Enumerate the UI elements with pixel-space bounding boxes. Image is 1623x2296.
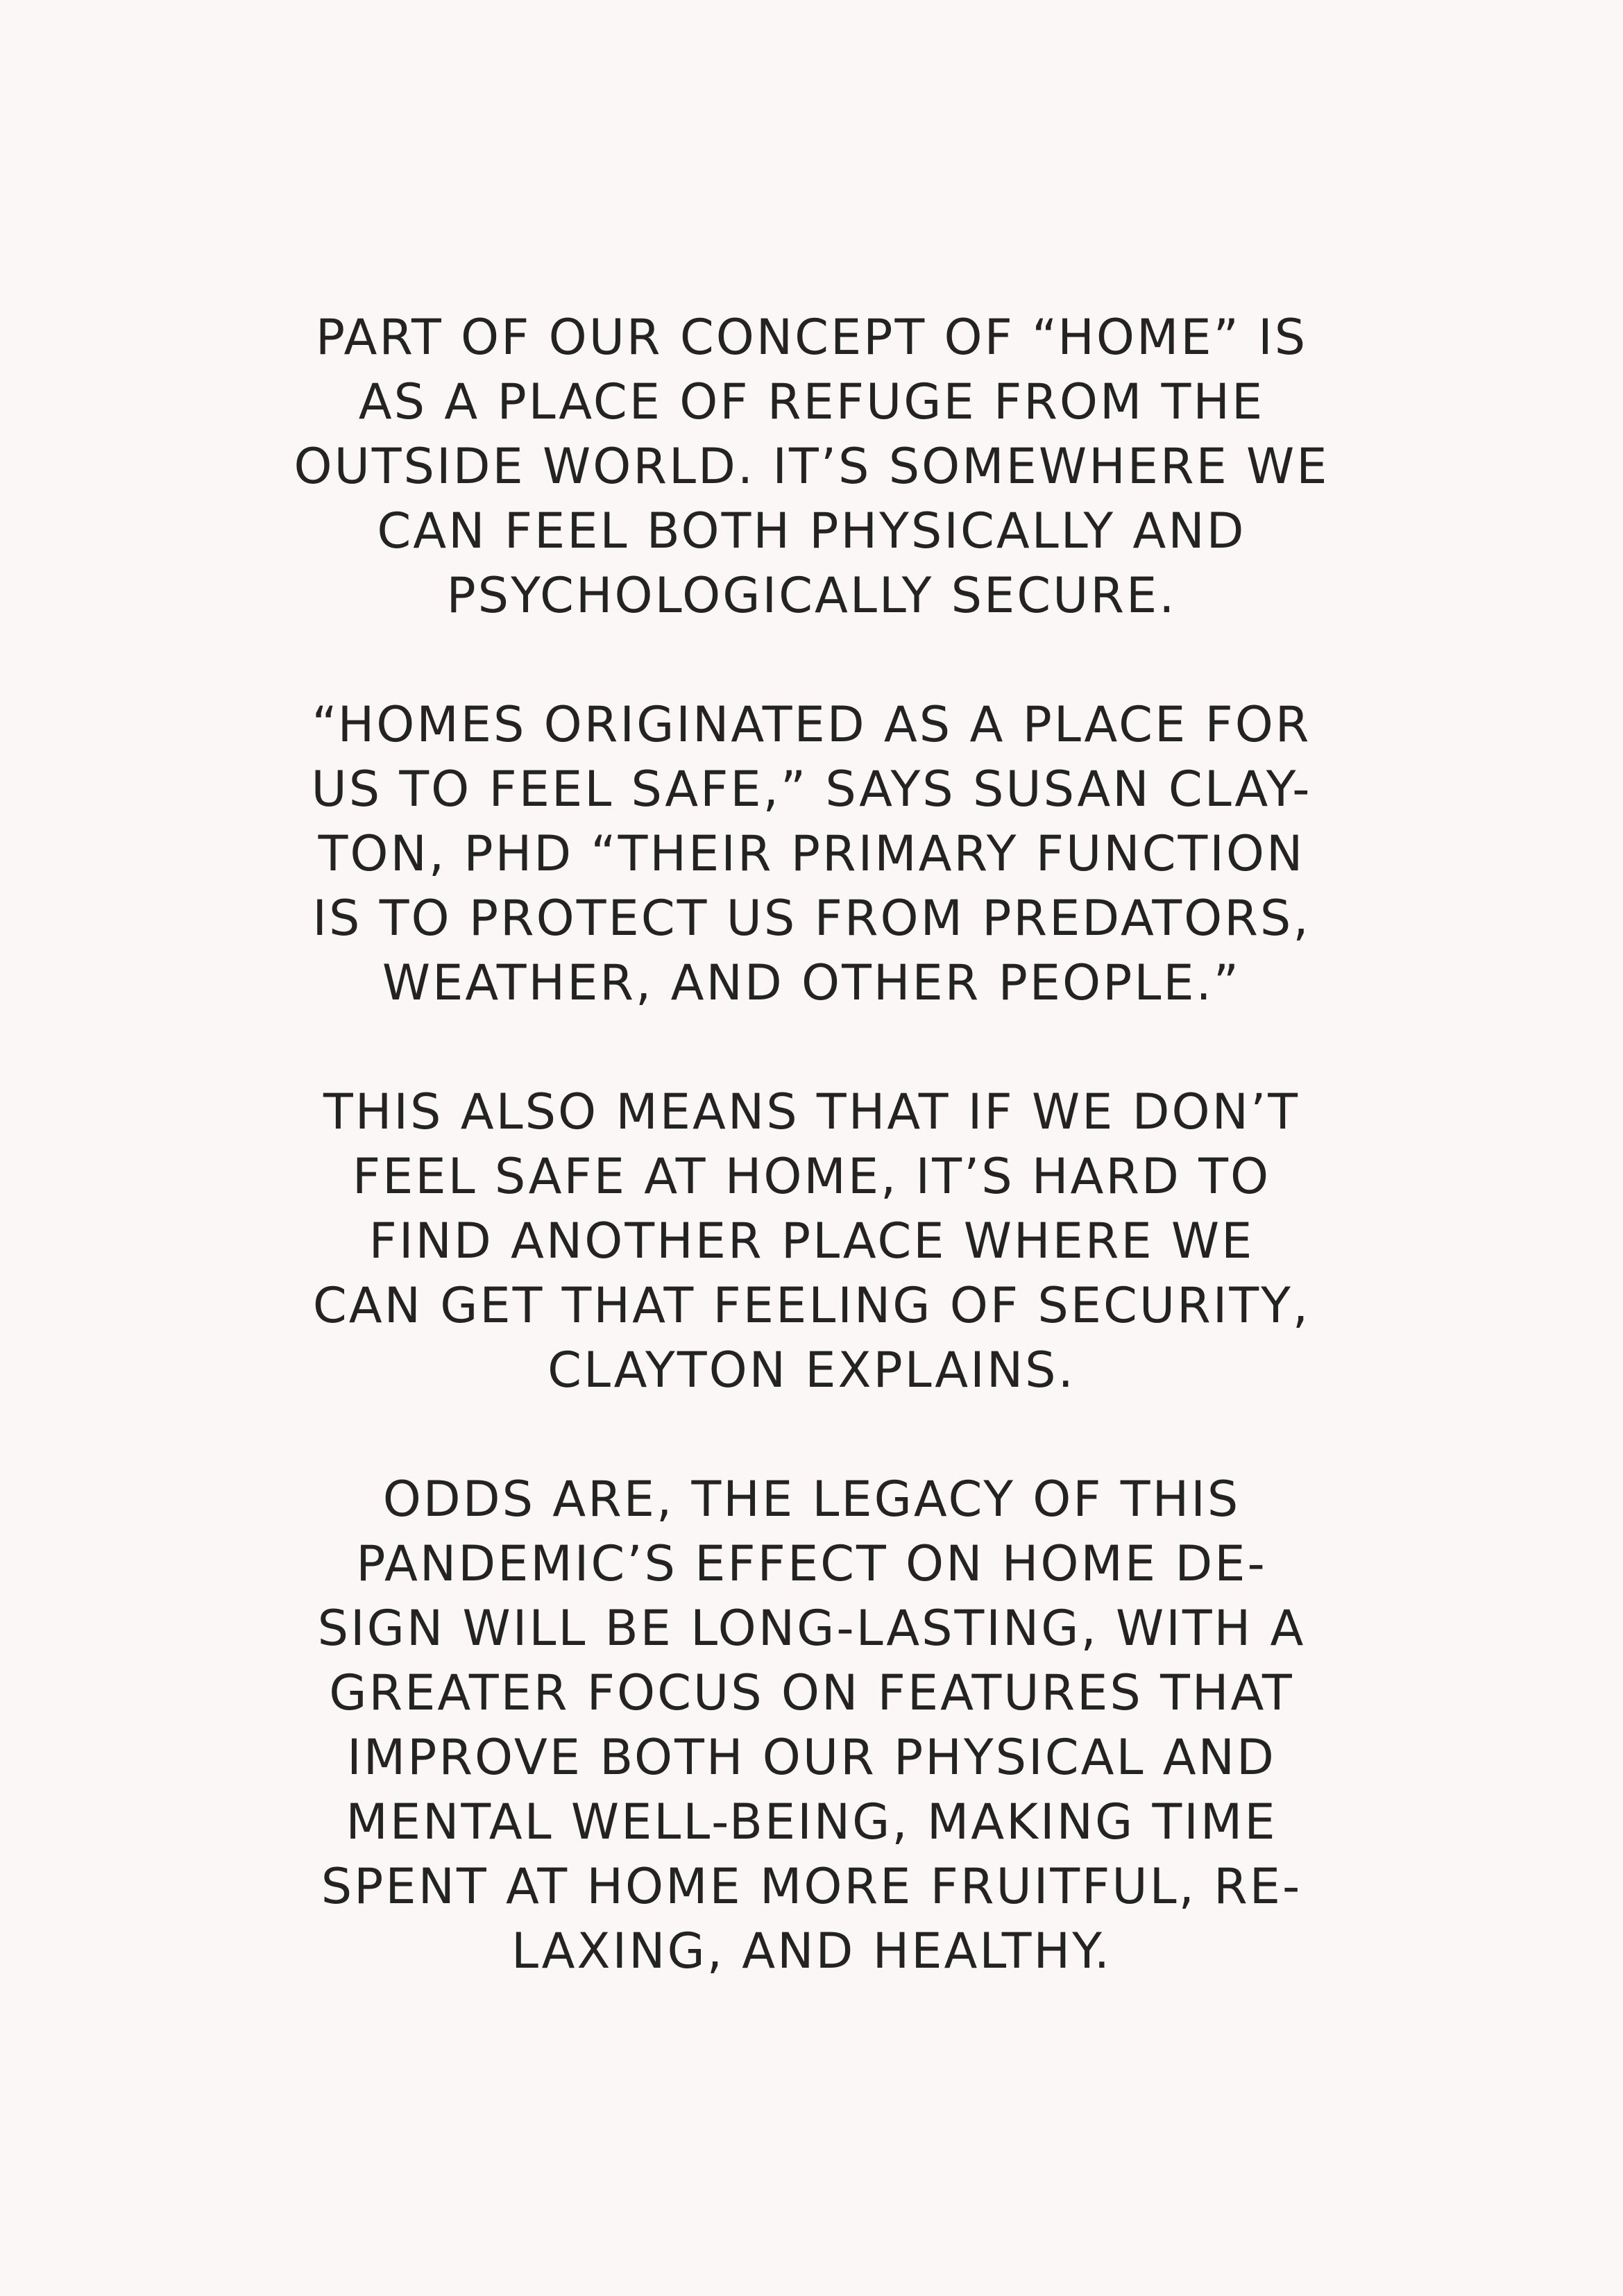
paragraph-pandemic-legacy: [173, 1467, 1450, 1984]
text-line: MENTAL WELL-BEING, MAKING TIME: [346, 1793, 1277, 1850]
text-line: “HOMES ORIGINATED AS A PLACE FOR: [312, 696, 1311, 753]
text-line: US TO FEEL SAFE,” SAYS SUSAN CLAY-: [311, 761, 1312, 818]
text-line: FEEL SAFE AT HOME, IT’S HARD TO: [352, 1148, 1271, 1205]
text-line: LAXING, AND HEALTHY.: [511, 1923, 1112, 1980]
text-line: IMPROVE BOTH OUR PHYSICAL AND: [347, 1729, 1276, 1786]
text-line: AS A PLACE OF REFUGE FROM THE: [358, 373, 1265, 430]
text-line: CAN FEEL BOTH PHYSICALLY AND: [377, 503, 1246, 559]
text-line: CAN GET THAT FEELING OF SECURITY,: [312, 1277, 1311, 1334]
text-line: FIND ANOTHER PLACE WHERE WE: [368, 1213, 1255, 1269]
body-text: [173, 305, 1450, 2048]
text-line: THIS ALSO MEANS THAT IF WE DON’T: [323, 1083, 1300, 1140]
text-line: CLAYTON EXPLAINS.: [547, 1342, 1076, 1399]
text-line: PART OF OUR CONCEPT OF “HOME” IS: [315, 309, 1308, 366]
text-line: IS TO PROTECT US FROM PREDATORS,: [312, 890, 1311, 947]
paragraph-feel-safe: [173, 1080, 1450, 1403]
text-line: SIGN WILL BE LONG-LASTING, WITH A: [317, 1600, 1306, 1657]
paragraph-clayton-quote: [173, 693, 1450, 1015]
text-line: PANDEMIC’S EFFECT ON HOME DE-: [356, 1535, 1267, 1592]
text-line: GREATER FOCUS ON FEATURES THAT: [329, 1664, 1294, 1721]
text-line: PSYCHOLOGICALLY SECURE.: [446, 567, 1177, 624]
text-line: TON, PHD “THEIR PRIMARY FUNCTION: [318, 825, 1305, 882]
text-line: ODDS ARE, THE LEGACY OF THIS: [382, 1471, 1241, 1528]
paragraph-home-refuge: [173, 305, 1450, 628]
text-line: SPENT AT HOME MORE FRUITFUL, RE-: [321, 1858, 1302, 1915]
text-line: WEATHER, AND OTHER PEOPLE.”: [382, 954, 1241, 1011]
text-line: OUTSIDE WORLD. IT’S SOMEWHERE WE: [294, 438, 1329, 495]
